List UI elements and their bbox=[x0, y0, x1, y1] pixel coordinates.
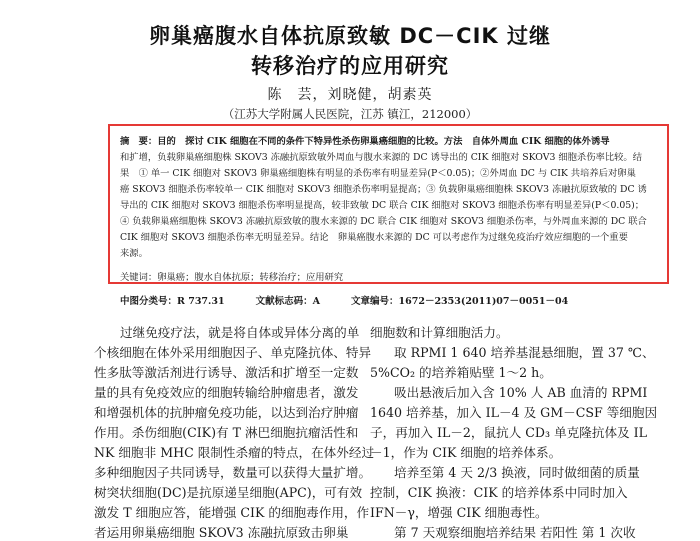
clc-number: 中图分类号：R 737.31 bbox=[120, 296, 225, 307]
body-line: 作用。杀伤细胞(CIK)有 T 淋巴细胞抗瘤活性和 bbox=[94, 425, 359, 440]
body-line: 1640 培养基，加入 IL－4 及 GM－CSF 等细胞因 bbox=[370, 405, 658, 420]
abstract-line: 癌 SKOV3 细胞杀伤率较单一 CIK 细胞对 SKOV3 细胞杀伤率明显提高；③ 负载卵巢癌细胞株 SKOV3 冻融抗原致敏的 DC 诱 bbox=[120, 184, 647, 195]
body-line: 量的具有免疫效应的细胞转输给肿瘤患者，激发 bbox=[94, 385, 359, 400]
body-line: 性多肽等激活剂进行诱导、激活和扩增至一定数 bbox=[94, 365, 359, 380]
abstract-line: 和扩增，负载卵巢癌细胞株 SKOV3 冻融抗原致敏外周血与腹水来源的 DC 诱导出的 CIK 细胞对 SKOV3 细胞杀伤率比较。结 bbox=[120, 152, 643, 163]
body-line: 子，再加入 IL－2，鼠抗人 CD₃ 单克隆抗体及 IL bbox=[370, 425, 647, 440]
body-line: 激发 T 细胞应答，能增强 CIK 的细胞毒作用，作 bbox=[94, 505, 370, 520]
body-line: 培养至第 4 天 2/3 换液，同时做细菌的质量 bbox=[394, 465, 640, 480]
abstract-line: CIK 细胞对 SKOV3 细胞杀伤率无明显差异。结论 卵巢癌腹水来源的 DC 可以考虑作为过继免疫治疗效应细胞的一个重要 bbox=[120, 232, 628, 243]
classification-line bbox=[120, 293, 568, 307]
body-line: 取 RPMI 1 640 培养基混悬细胞，置 37 ℃、 bbox=[394, 345, 655, 360]
body-line: NK 细胞非 MHC 限制性杀瘤的特点，在体外经过 bbox=[94, 445, 375, 460]
body-line: 第 7 天观察细胞培养结果 若阳性 第 1 次收 bbox=[394, 525, 636, 540]
body-line: 个核细胞在体外采用细胞因子、单克隆抗体、特异 bbox=[94, 345, 372, 360]
body-line: 和增强机体的抗肿瘤免疫功能，以达到治疗肿瘤 bbox=[94, 405, 359, 420]
body-line: IFN－γ，增强 CIK 细胞毒性。 bbox=[370, 505, 548, 520]
body-line: 过继免疫疗法，就是将自体或异体分离的单 bbox=[120, 325, 360, 340]
keywords: 关键词：卵巢癌；腹水自体抗原；转移治疗；应用研究 bbox=[120, 272, 344, 283]
body-line: 吸出悬液后加入含 10% 人 AB 血清的 RPMI bbox=[394, 385, 648, 400]
abstract-line: 果 ① 单一 CIK 细胞对 SKOV3 卵巢癌细胞株有明显的杀伤率有明显差异(P＜0.05)；②外周血 DC 与 CIK 共培养后对卵巢 bbox=[120, 168, 636, 179]
authors: 陈 芸，刘晓健，胡素英 bbox=[267, 87, 433, 103]
paper-title-line2: 转移治疗的应用研究 bbox=[251, 54, 449, 78]
article-number: 文章编号：1672－2353(2011)07－0051－04 bbox=[351, 296, 569, 307]
abstract-line: ④ 负载卵巢癌细胞株 SKOV3 冻融抗原致敏的腹水来源的 DC 联合 CIK 细胞对 SKOV3 细胞杀伤率，与外周血来源的 DC 联合 bbox=[120, 216, 647, 227]
affiliation: （江苏大学附属人民医院，江苏 镇江，212000） bbox=[222, 107, 478, 121]
abstract-line: 导出的 CIK 细胞对 SKOV3 细胞杀伤率明显提高，较非致敏 DC 联合 CIK 细胞对 SKOV3 细胞杀伤率有明显差异(P＜0.05)； bbox=[120, 200, 645, 211]
document-code: 文献标志码：A bbox=[255, 296, 320, 307]
paper-title-line1: 卵巢癌腹水自体抗原致敏 DC－CIK 过继 bbox=[149, 24, 551, 48]
abstract-line: 来源。 bbox=[120, 248, 148, 259]
abstract-highlight-box bbox=[108, 124, 669, 284]
body-line: －1，作为 CIK 细胞的培养体系。 bbox=[370, 445, 562, 460]
abstract-line: 摘 要：目的 探讨 CIK 细胞在不同的条件下特异性杀伤卵巢癌细胞的比较。方法 自体外周血 CIK 细胞的体外诱导 bbox=[120, 136, 610, 147]
body-line: 树突状细胞(DC)是抗原递呈细胞(APC)，可有效 bbox=[94, 485, 363, 500]
body-line: 细胞数和计算细胞活力。 bbox=[370, 325, 509, 340]
body-line: 控制，CIK 换液：CIK 的培养体系中同时加入 bbox=[370, 485, 628, 500]
body-line: 多种细胞因子共同诱导，数量可以获得大量扩增。 bbox=[94, 465, 372, 480]
body-line: 5%CO₂ 的培养箱贴壁 1～2 h。 bbox=[370, 365, 552, 380]
body-line: 者运用卵巢癌细胞 SKOV3 冻融抗原致击卵巢 bbox=[94, 525, 349, 540]
